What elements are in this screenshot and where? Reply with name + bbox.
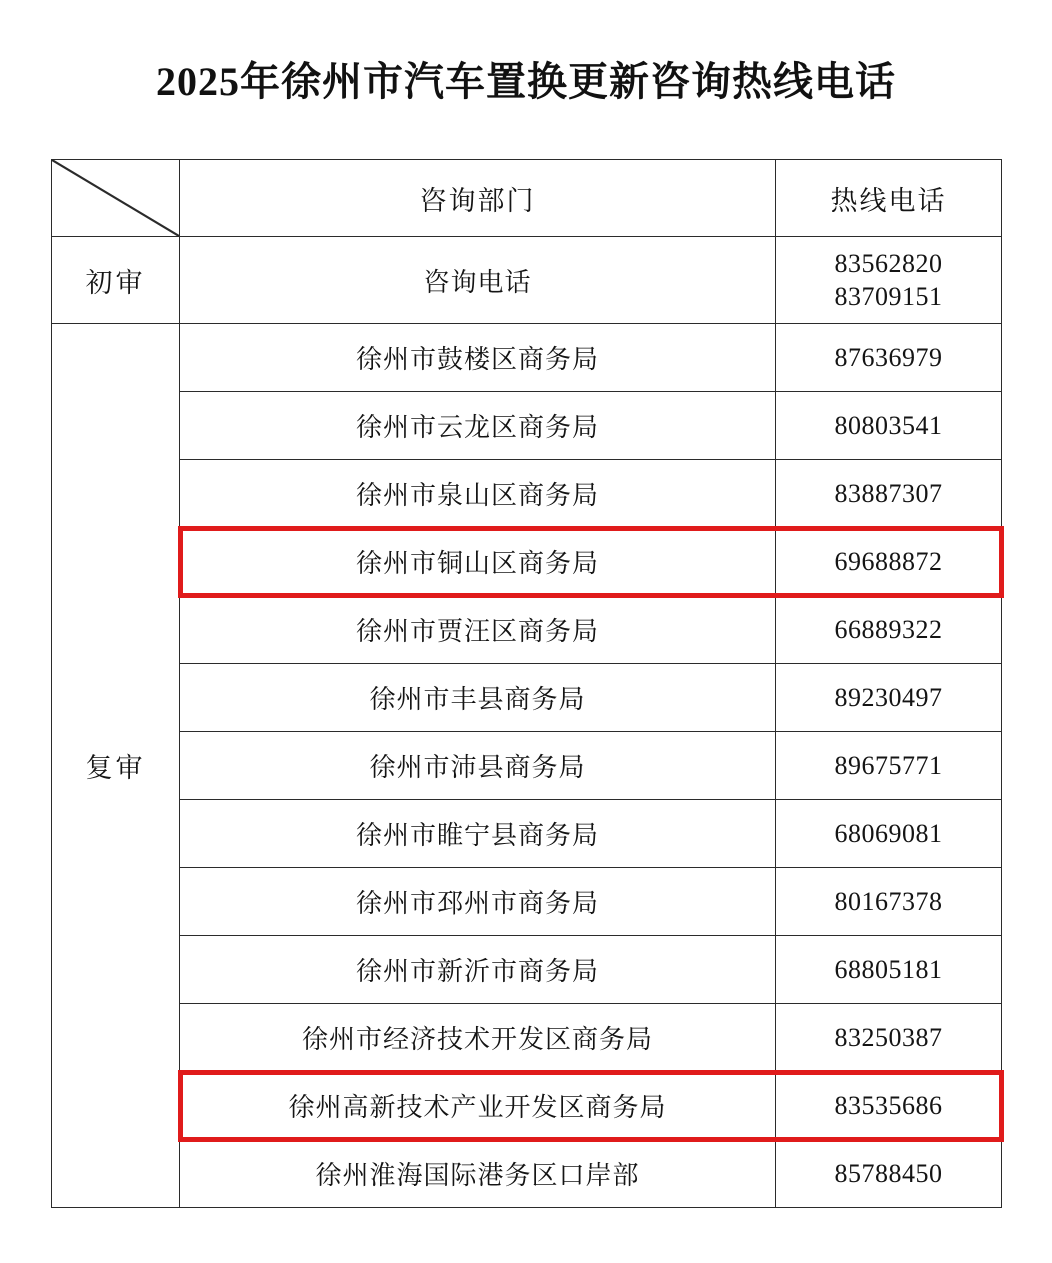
department-name: 徐州市经济技术开发区商务局 <box>180 1004 776 1072</box>
table-row <box>52 392 1002 460</box>
table-row-highlighted <box>52 528 1002 596</box>
hotline-number: 89675771 <box>776 732 1002 800</box>
hotline-number: 83887307 <box>776 460 1002 528</box>
diagonal-line-icon <box>52 160 179 236</box>
stage-label-initial: 初审 <box>52 237 180 324</box>
hotline-number: 83535686 <box>776 1072 1002 1140</box>
table-row <box>52 936 1002 1004</box>
page-title: 2025年徐州市汽车置换更新咨询热线电话 <box>156 59 896 104</box>
table-row <box>52 868 1002 936</box>
hotline-number-line: 83562820 <box>834 248 943 278</box>
hotline-number: 80167378 <box>776 868 1002 936</box>
department-name: 徐州市泉山区商务局 <box>180 460 776 528</box>
department-name: 徐州市贾汪区商务局 <box>180 596 776 664</box>
table-row <box>52 596 1002 664</box>
hotline-number: 68069081 <box>776 800 1002 868</box>
department-name: 徐州市邳州市商务局 <box>180 868 776 936</box>
table-row <box>52 1140 1002 1208</box>
department-name: 徐州市鼓楼区商务局 <box>180 324 776 392</box>
hotline-number-line: 83709151 <box>834 282 943 311</box>
table-row <box>52 237 1002 324</box>
table-row <box>52 460 1002 528</box>
hotline-number: 66889322 <box>776 596 1002 664</box>
department-name: 徐州市铜山区商务局 <box>180 528 776 596</box>
table-row <box>52 1004 1002 1072</box>
hotline-table <box>51 159 1002 1208</box>
department-name: 徐州市云龙区商务局 <box>180 392 776 460</box>
hotline-table-container <box>51 159 1001 1208</box>
department-name: 徐州市沛县商务局 <box>180 732 776 800</box>
stage-label-review: 复审 <box>52 324 180 1208</box>
header-department: 咨询部门 <box>180 160 776 237</box>
hotline-number: 69688872 <box>776 528 1002 596</box>
table-row <box>52 732 1002 800</box>
hotline-number: 80803541 <box>776 392 1002 460</box>
hotline-number: 68805181 <box>776 936 1002 1004</box>
department-name: 徐州市新沂市商务局 <box>180 936 776 1004</box>
hotline-number: 89230497 <box>776 664 1002 732</box>
header-hotline: 热线电话 <box>776 160 1002 237</box>
hotline-number: 87636979 <box>776 324 1002 392</box>
department-name: 咨询电话 <box>180 237 776 324</box>
table-header-row <box>52 160 1002 237</box>
department-name: 徐州高新技术产业开发区商务局 <box>180 1072 776 1140</box>
hotline-number: 83250387 <box>776 1004 1002 1072</box>
department-name: 徐州市丰县商务局 <box>180 664 776 732</box>
hotline-number: 85788450 <box>776 1140 1002 1208</box>
diagonal-corner-cell <box>52 160 180 237</box>
table-row-highlighted <box>52 1072 1002 1140</box>
table-row <box>52 664 1002 732</box>
hotline-number <box>776 237 1002 324</box>
department-name: 徐州市睢宁县商务局 <box>180 800 776 868</box>
department-name: 徐州淮海国际港务区口岸部 <box>180 1140 776 1208</box>
table-row <box>52 800 1002 868</box>
table-row <box>52 324 1002 392</box>
